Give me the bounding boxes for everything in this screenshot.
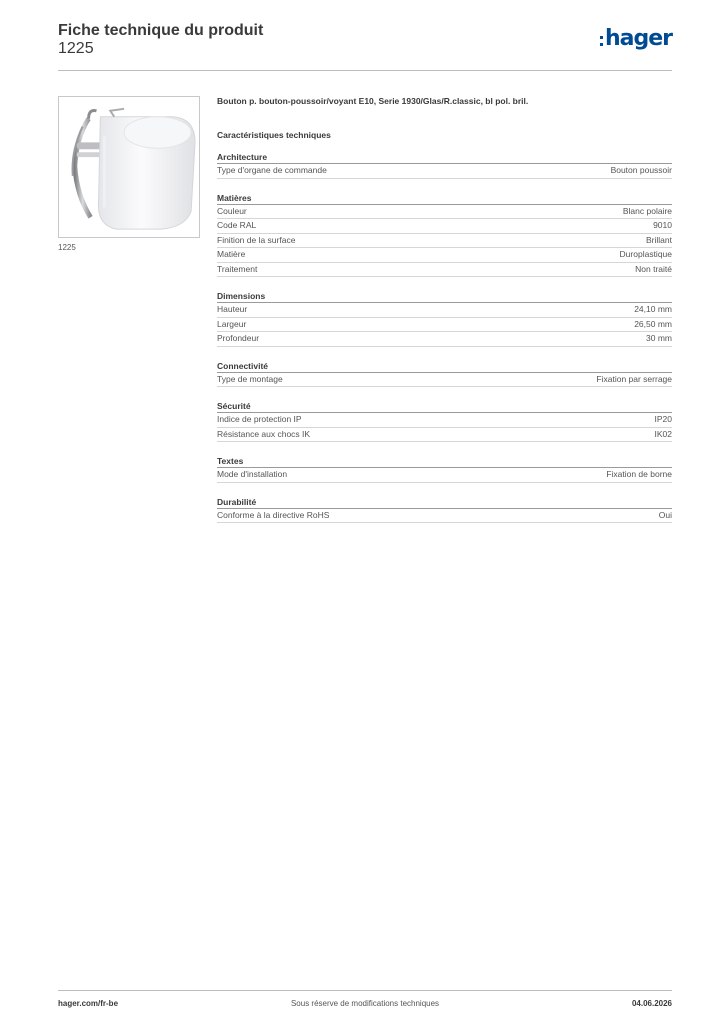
spec-value: 30 mm — [646, 333, 672, 344]
logo-dots-icon — [600, 36, 603, 46]
spec-row — [217, 303, 672, 318]
logo-text: hager — [604, 26, 672, 51]
section-title: Durabilité — [217, 497, 672, 509]
spec-heading: Caractéristiques techniques — [217, 130, 331, 140]
spec-value: Bouton poussoir — [610, 165, 672, 176]
spec-label: Profondeur — [217, 333, 260, 344]
spec-label: Mode d'installation — [217, 469, 288, 480]
spec-section-architecture — [217, 152, 672, 179]
spec-row — [217, 468, 672, 483]
spec-section-durabilite — [217, 497, 672, 524]
spec-value: Oui — [658, 509, 672, 520]
product-description: Bouton p. bouton-poussoir/voyant E10, Serie 1930/Glas/R.classic, bl pol. bril. — [217, 96, 529, 106]
spec-label: Hauteur — [217, 304, 248, 315]
section-title: Dimensions — [217, 291, 672, 303]
section-title: Sécurité — [217, 401, 672, 413]
spec-value: Duroplastique — [619, 249, 672, 260]
spec-label: Type d'organe de commande — [217, 165, 327, 176]
section-title: Connectivité — [217, 361, 672, 373]
spec-row — [217, 205, 672, 220]
spec-row — [217, 413, 672, 428]
section-title: Matières — [217, 193, 672, 205]
spec-label: Type de montage — [217, 373, 283, 384]
section-title: Architecture — [217, 152, 672, 164]
spec-section-dimensions — [217, 291, 672, 347]
spec-row — [217, 373, 672, 388]
footer-notice: Sous réserve de modifications techniques — [290, 999, 440, 1008]
spec-label: Largeur — [217, 318, 247, 329]
spec-value: 24,10 mm — [634, 304, 672, 315]
spec-section-matieres — [217, 193, 672, 278]
push-button-cap-icon — [59, 97, 199, 237]
page-header — [58, 20, 672, 71]
spec-row — [217, 248, 672, 263]
spec-value: Blanc polaire — [622, 205, 672, 216]
spec-row — [217, 164, 672, 179]
page-title: Fiche technique du produit — [58, 22, 264, 39]
spec-section-securite — [217, 401, 672, 442]
spec-value: IP20 — [654, 414, 672, 425]
spec-row — [217, 332, 672, 347]
image-caption: 1225 — [58, 243, 76, 252]
footer-website: hager.com/fr-be — [58, 999, 119, 1008]
product-image — [58, 96, 200, 238]
spec-row — [217, 219, 672, 234]
section-title: Textes — [217, 456, 672, 468]
spec-content — [217, 96, 672, 523]
spec-value: IK02 — [654, 428, 672, 439]
spec-value: Fixation de borne — [606, 469, 672, 480]
spec-label: Indice de protection IP — [217, 414, 302, 425]
page-footer — [58, 990, 672, 1013]
spec-label: Code RAL — [217, 220, 257, 231]
spec-label: Résistance aux chocs IK — [217, 428, 311, 439]
spec-value: 26,50 mm — [634, 318, 672, 329]
product-code: 1225 — [58, 40, 94, 57]
spec-value: 9010 — [653, 220, 672, 231]
footer-date: 04.06.2026 — [631, 999, 672, 1008]
spec-section-connectivite — [217, 361, 672, 388]
spec-row — [217, 234, 672, 249]
spec-row — [217, 263, 672, 278]
spec-value: Brillant — [646, 234, 672, 245]
spec-value: Fixation par serrage — [596, 373, 672, 384]
spec-row — [217, 509, 672, 524]
hager-logo — [600, 26, 672, 52]
spec-row — [217, 318, 672, 333]
spec-label: Finition de la surface — [217, 234, 296, 245]
spec-label: Traitement — [217, 263, 258, 274]
spec-label: Couleur — [217, 205, 247, 216]
spec-value: Non traité — [635, 263, 672, 274]
spec-row — [217, 428, 672, 443]
spec-label: Matière — [217, 249, 246, 260]
spec-label: Conforme à la directive RoHS — [217, 509, 330, 520]
spec-section-textes — [217, 456, 672, 483]
